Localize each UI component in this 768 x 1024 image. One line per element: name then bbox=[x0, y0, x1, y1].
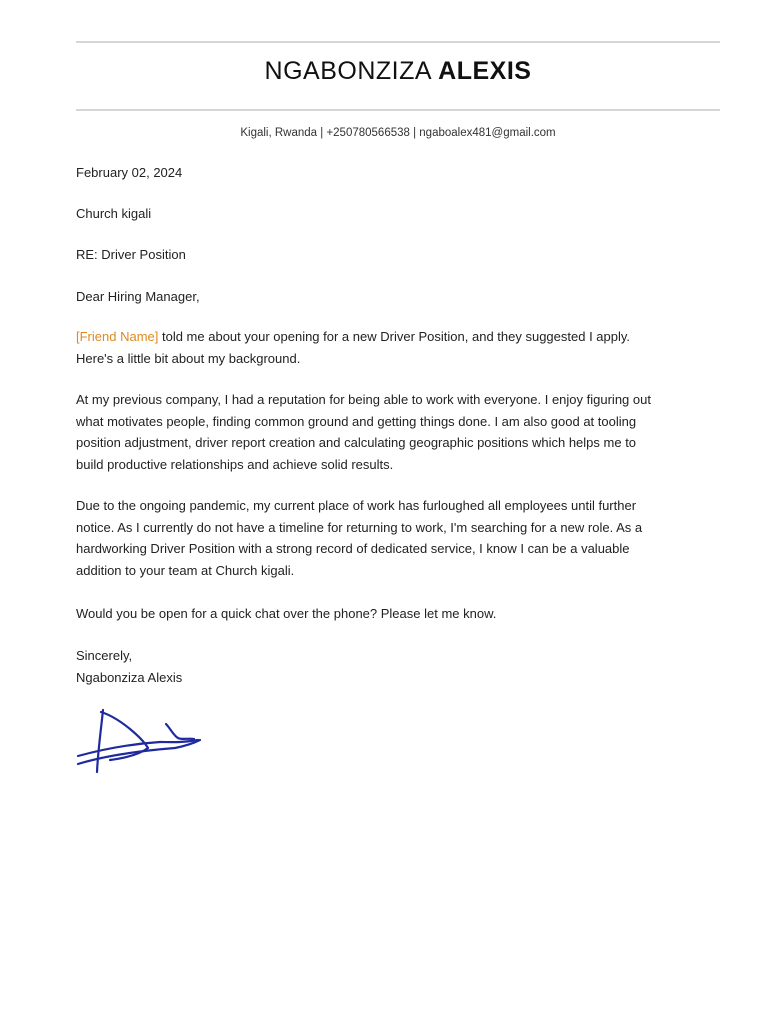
signature-stroke bbox=[97, 710, 103, 772]
paragraph-line: addition to your team at Church kigali. bbox=[76, 563, 295, 579]
paragraph-closing-request: Would you be open for a quick chat over the phone? Please let me know. bbox=[76, 606, 497, 621]
closing: Sincerely, bbox=[76, 648, 133, 663]
friend-name-placeholder: [Friend Name] bbox=[76, 329, 159, 344]
signer-name: Ngabonziza Alexis bbox=[76, 670, 183, 685]
first-name: NGABONZIZA bbox=[264, 57, 431, 85]
paragraph-line: Due to the ongoing pandemic, my current place of work has furloughed all employees until further bbox=[76, 498, 637, 513]
subject-line: RE: Driver Position bbox=[76, 247, 186, 262]
paragraph-line: position adjustment, driver report creation and calculating geographic positions which helps me to bbox=[76, 435, 637, 451]
recipient: Church kigali bbox=[76, 206, 152, 221]
signature-stroke bbox=[166, 724, 194, 739]
paragraph-line: At my previous company, I had a reputation for being able to work with everyone. I enjoy figuring out bbox=[76, 392, 651, 407]
salutation: Dear Hiring Manager, bbox=[76, 289, 200, 304]
paragraph-line: hardworking Driver Position with a strong record of dedicated service, I know I can be a valuable bbox=[76, 541, 630, 557]
paragraph-line: build productive relationships and achieve solid results. bbox=[76, 457, 394, 473]
contact-line: Kigali, Rwanda | +250780566538 | ngaboalex481@gmail.com bbox=[240, 127, 556, 139]
letter-date: February 02, 2024 bbox=[76, 165, 183, 180]
header-top-rule bbox=[76, 41, 720, 43]
paragraph-intro bbox=[76, 326, 726, 369]
signature-icon bbox=[70, 700, 210, 780]
last-name: ALEXIS bbox=[438, 57, 532, 85]
paragraph-situation bbox=[76, 495, 726, 582]
intro-line-1-text: told me about your opening for a new Driver Position, and they suggested I apply. bbox=[158, 329, 631, 344]
paragraph-intro-line-2: Here's a little bit about my background. bbox=[76, 350, 301, 366]
paragraph-line: what motivates people, finding common ground and getting things done. I am also good at tooling bbox=[76, 413, 637, 429]
header-bottom-rule bbox=[76, 109, 720, 111]
applicant-name bbox=[76, 56, 720, 86]
paragraph-intro-line-1 bbox=[76, 326, 726, 348]
paragraph-line: notice. As I currently do not have a timeline for returning to work, I'm searching for a new role. As a bbox=[76, 519, 643, 535]
paragraph-experience bbox=[76, 389, 726, 476]
